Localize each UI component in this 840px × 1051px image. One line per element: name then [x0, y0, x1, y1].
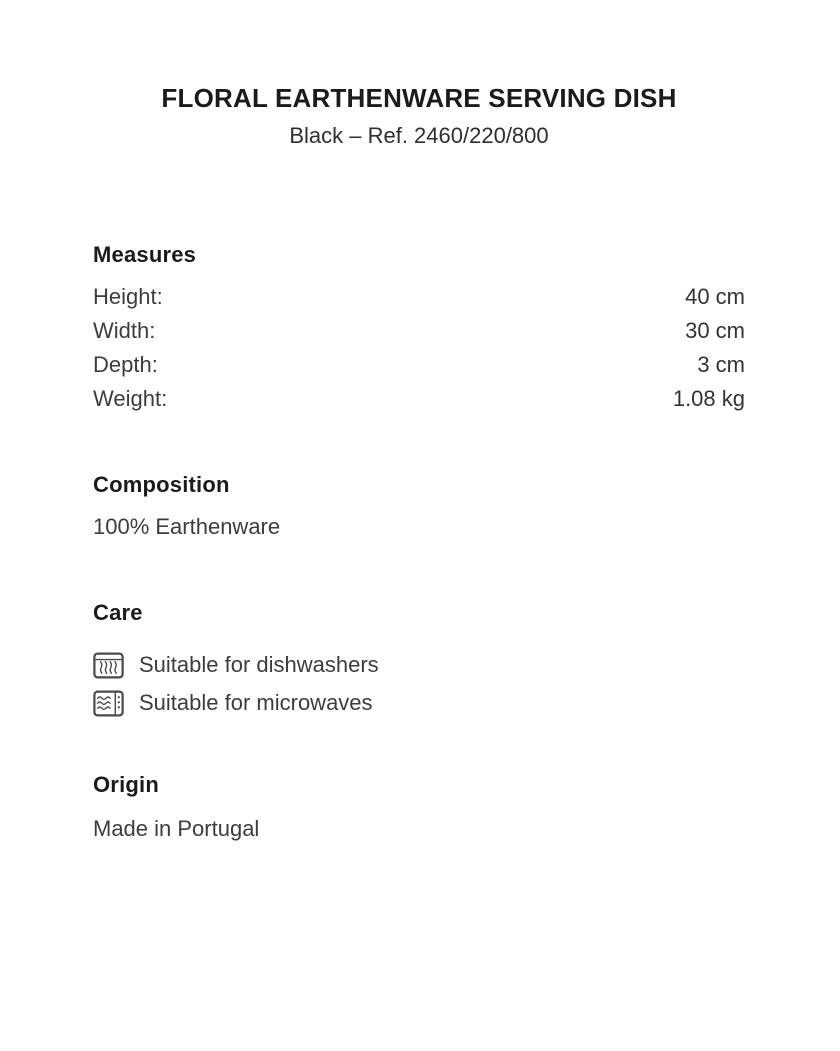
- measure-row-depth: [93, 348, 745, 382]
- care-item-label: Suitable for dishwashers: [139, 652, 379, 677]
- section-care: [93, 599, 745, 722]
- composition-heading: Composition: [93, 472, 230, 497]
- measure-value: 3 cm: [697, 352, 745, 377]
- measure-label: Weight:: [93, 386, 168, 411]
- microwave-icon: [93, 690, 124, 717]
- care-item-label: Suitable for microwaves: [139, 690, 373, 715]
- header: [93, 0, 745, 149]
- measure-row-width: [93, 314, 745, 348]
- dishwasher-icon: [93, 652, 124, 679]
- section-origin: [93, 771, 745, 843]
- section-composition: [93, 471, 745, 541]
- measure-label: Depth:: [93, 352, 158, 377]
- section-measures: [93, 241, 745, 416]
- measure-row-height: [93, 280, 745, 314]
- measure-label: Height:: [93, 284, 163, 309]
- page-title: FLORAL EARTHENWARE SERVING DISH: [161, 83, 677, 113]
- care-heading: Care: [93, 600, 143, 625]
- page-subtitle: Black – Ref. 2460/220/800: [289, 123, 549, 148]
- measure-value: 1.08 kg: [672, 386, 745, 411]
- measure-value: 40 cm: [685, 284, 745, 309]
- measures-heading: Measures: [93, 242, 197, 267]
- care-item-microwave: [93, 684, 745, 722]
- composition-text: 100% Earthenware: [93, 514, 281, 539]
- measure-label: Width:: [93, 318, 156, 343]
- care-item-dishwasher: [93, 646, 745, 684]
- origin-text: Made in Portugal: [93, 816, 260, 841]
- measure-value: 30 cm: [685, 318, 745, 343]
- product-spec-page: [93, 0, 745, 843]
- measure-row-weight: [93, 382, 745, 416]
- care-items: [93, 646, 745, 722]
- measures-table: [93, 280, 745, 416]
- origin-heading: Origin: [93, 772, 159, 797]
